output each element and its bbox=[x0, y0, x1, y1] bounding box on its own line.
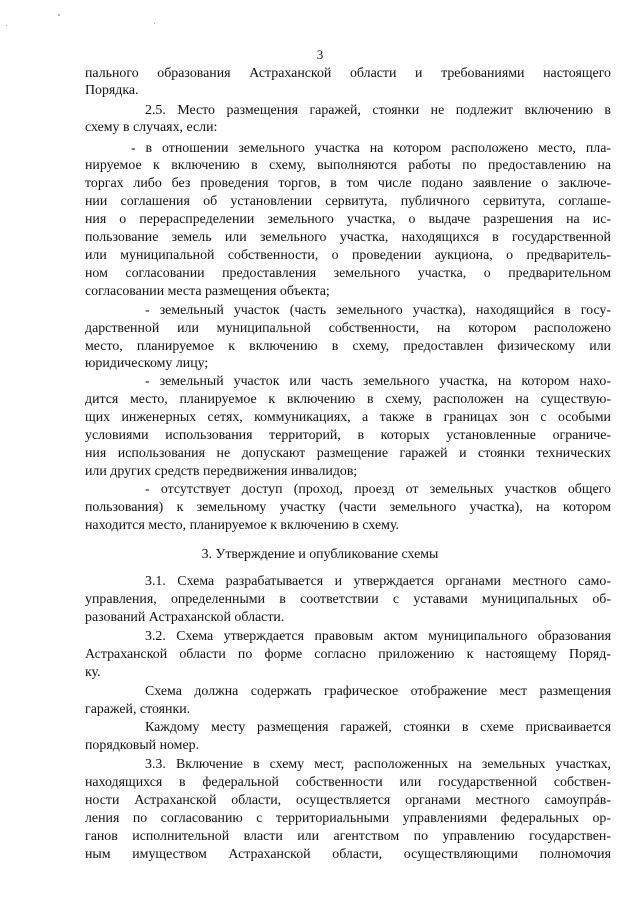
text-line: - земельный участок (часть земельного участка), находящийся в госу- bbox=[145, 303, 611, 318]
text-line: ния о перераспределении земельного участка, о выдаче разрешения на ис- bbox=[85, 212, 611, 227]
text-line: ном согласовании предоставления земельного участка, о предварительном bbox=[85, 266, 611, 281]
text-line: нии соглашения об установлении сервитута, публичного сервитута, соглаше- bbox=[85, 194, 611, 209]
text-line: ления по согласованию с территориальными управлениями федеральных ор- bbox=[85, 811, 611, 826]
text-line: схему в случаях, если: bbox=[85, 120, 218, 135]
text-line: пользования) к земельному участку (части земельного участка), на котором bbox=[85, 500, 611, 515]
text-line: согласовании места размещения объекта; bbox=[85, 284, 330, 299]
text-line: дарственной или муниципальной собственности, на котором расположено bbox=[85, 321, 611, 336]
text-line: Астраханской области по форме согласно приложению к настоящему Поряд- bbox=[85, 647, 611, 662]
text-line: 3.2. Схема утверждается правовым актом муниципального образования bbox=[145, 629, 611, 644]
text-line: 3.1. Схема разрабатывается и утверждается органами местного само- bbox=[145, 574, 611, 589]
text-line: юридическому лицу; bbox=[85, 356, 209, 371]
text-line: ным имуществом Астраханской области, осуществляющими полномочия bbox=[85, 847, 611, 862]
text-line: находящихся в федеральной собственности или государственной собствен- bbox=[85, 775, 611, 790]
text-line: пального образования Астраханской области и требованиями настоящего bbox=[85, 66, 611, 81]
text-line: Схема должна содержать графическое отображение мест размещения bbox=[145, 684, 611, 699]
text-line: гаражей, стоянки. bbox=[85, 702, 191, 717]
text-line: Каждому месту размещения гаражей, стоянки в схеме присваивается bbox=[145, 720, 611, 735]
text-line: условиями использования территорий, в которых установленные ограниче- bbox=[85, 428, 611, 443]
text-line: нируемое к включению в схему, выполняются работы по предоставлению на bbox=[85, 158, 611, 173]
text-line: ку. bbox=[85, 665, 101, 680]
text-line: находится место, планируемое к включению в схему. bbox=[85, 518, 399, 533]
page-number: 3 bbox=[316, 47, 324, 62]
text-line: или других средств передвижения инвалидов; bbox=[85, 464, 358, 479]
text-line: - в отношении земельного участка на котором расположено место, пла- bbox=[131, 141, 611, 156]
text-line: ния использования не допускают размещение гаражей и стоянки технических bbox=[85, 446, 611, 461]
scan-speck bbox=[58, 14, 60, 16]
text-line: место, планируемое к включению в схему, предоставлен физическому или bbox=[85, 339, 611, 354]
scan-speck bbox=[6, 25, 7, 26]
text-line: ганов исполнительной власти или агентством по управлению государствен- bbox=[85, 829, 611, 844]
text-line: 3.3. Включение в схему мест, расположенных на земельных участках, bbox=[145, 757, 611, 772]
text-line: пользование земель или земельного участка, находящихся в государственной bbox=[85, 230, 611, 245]
text-line: Порядка. bbox=[85, 83, 139, 98]
text-line: ности Астраханской области, осуществляется органами местного самоупрáв- bbox=[85, 793, 611, 808]
text-line: управления, определенными в соответствии с уставами муниципальных об- bbox=[85, 592, 611, 607]
text-line: разований Астраханской области. bbox=[85, 610, 285, 625]
scan-speck bbox=[154, 23, 155, 24]
text-line: дится место, планируемое к включению в схему, расположен на существую- bbox=[85, 392, 611, 407]
text-line: 2.5. Место размещения гаражей, стоянки не подлежит включению в bbox=[145, 103, 611, 118]
text-line: или муниципальной собственности, о проведении аукциона, о предваритель- bbox=[85, 248, 611, 263]
text-line: - земельный участок или часть земельного участка, на котором нахо- bbox=[145, 374, 611, 389]
text-line: торгах либо без проведения торгов, в том числе подано заявление о заключе- bbox=[85, 176, 611, 191]
text-line: порядковый номер. bbox=[85, 738, 200, 753]
section-heading: 3. Утверждение и опубликование схемы bbox=[201, 547, 439, 562]
text-line: щих инженерных сетях, коммуникациях, а также в границах зон с особыми bbox=[85, 410, 611, 425]
text-line: - отсутствует доступ (проход, проезд от земельных участков общего bbox=[145, 482, 611, 497]
